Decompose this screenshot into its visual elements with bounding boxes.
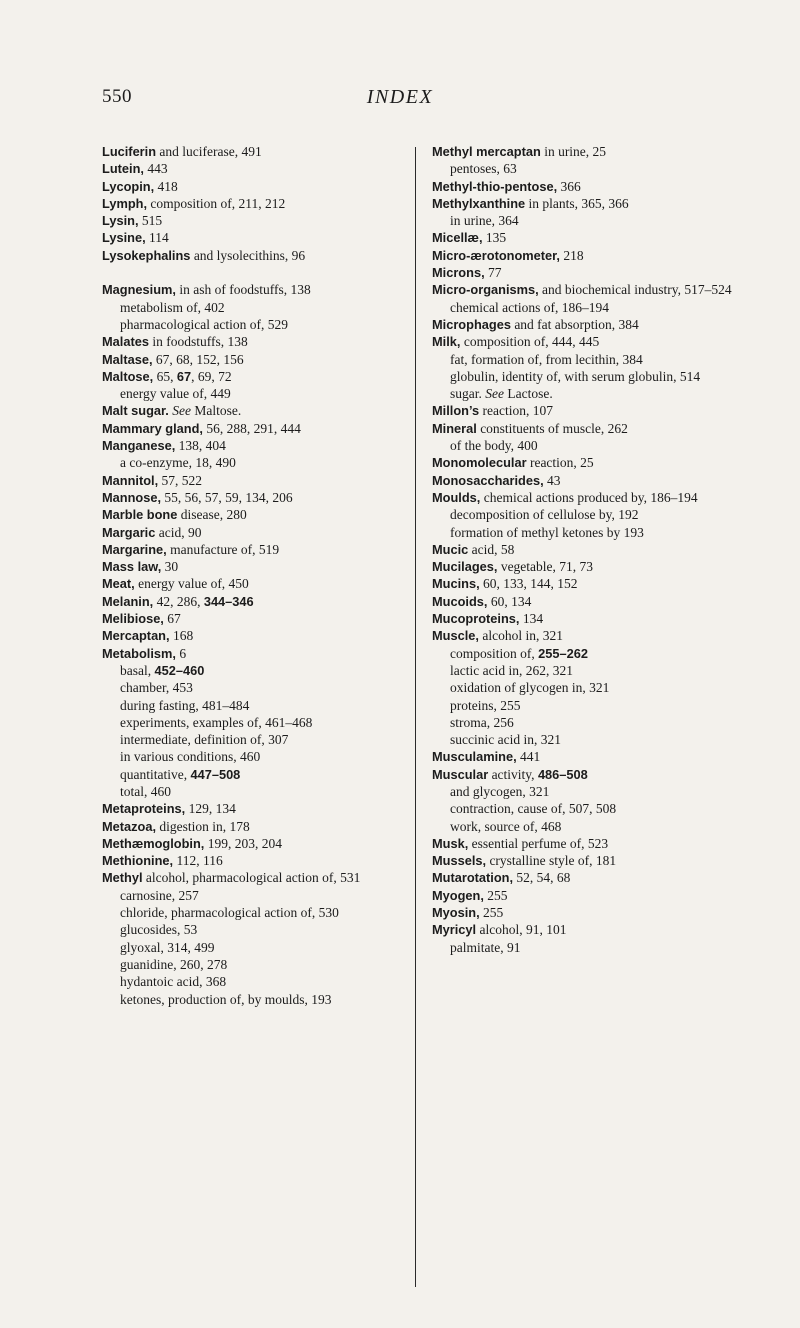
column-divider xyxy=(415,147,416,1287)
index-entry xyxy=(432,541,737,558)
index-subentry xyxy=(432,524,737,541)
index-entry xyxy=(432,575,737,592)
entry-pages-bold: 255–262 xyxy=(538,645,588,661)
entry-pages: 138, 404 xyxy=(175,438,226,454)
entry-pages: reaction, 25 xyxy=(526,455,594,471)
index-entry xyxy=(432,333,737,350)
subentry-text: lactic acid in, 262, 321 xyxy=(450,662,573,678)
entry-pages: reaction, 107 xyxy=(479,403,554,419)
entry-heading: Lutein, xyxy=(102,161,144,177)
entry-pages: Maltose. xyxy=(190,403,242,419)
entry-heading: Maltase, xyxy=(102,351,153,367)
index-subentry xyxy=(102,714,402,731)
entry-pages: vegetable, 71, 73 xyxy=(497,559,594,575)
entry-heading: Lysin, xyxy=(102,213,139,229)
entry-heading: Margarine, xyxy=(102,541,167,557)
entry-heading: Microns, xyxy=(432,265,485,281)
index-subentry xyxy=(102,697,402,714)
index-entry xyxy=(102,627,402,644)
entry-heading: Methionine, xyxy=(102,853,174,869)
index-entry xyxy=(432,281,737,298)
entry-pages: 55, 56, 57, 59, 134, 206 xyxy=(161,489,293,505)
index-entry xyxy=(102,178,402,195)
index-subentry xyxy=(102,731,402,748)
entry-pages: 43 xyxy=(543,472,561,488)
entry-pages: digestion in, 178 xyxy=(156,818,250,834)
entry-pages: 30 xyxy=(161,559,179,575)
index-entry xyxy=(102,143,402,160)
entry-heading: Luciferin xyxy=(102,144,157,159)
entry-pages: manufacture of, 519 xyxy=(166,541,280,557)
entry-heading: Mussels, xyxy=(432,853,487,869)
entry-heading: Monosaccharides, xyxy=(432,472,544,488)
running-title: INDEX xyxy=(366,86,434,108)
entry-heading: Methyl xyxy=(102,870,143,886)
index-subentry xyxy=(432,506,737,523)
entry-pages-bold: 452–460 xyxy=(154,662,205,678)
index-entry xyxy=(432,178,737,195)
index-subentry xyxy=(102,921,402,938)
index-entry xyxy=(432,264,737,281)
subentry-text: quantitative, xyxy=(120,766,191,782)
index-entry xyxy=(432,402,737,419)
index-subentry xyxy=(102,454,402,471)
entry-heading: Melanin, xyxy=(102,593,154,609)
entry-pages: and luciferase, 491 xyxy=(156,144,262,159)
entry-heading: Malt sugar. xyxy=(102,403,169,419)
subentry-text: globulin, identity of, with serum globulin, 514 xyxy=(450,368,701,384)
index-entry xyxy=(432,195,737,212)
index-entry xyxy=(102,645,402,662)
subentry-text: stroma, 256 xyxy=(450,714,514,730)
entry-pages: 60, 134 xyxy=(487,593,532,609)
entry-heading: Mucoproteins, xyxy=(432,611,520,627)
index-subentry xyxy=(102,662,402,679)
subentry-text: in various conditions, 460 xyxy=(120,749,261,765)
index-subentry xyxy=(432,800,737,817)
entry-pages-bold: 344–346 xyxy=(203,593,254,609)
index-entry xyxy=(102,506,402,523)
index-entry xyxy=(432,247,737,264)
index-subentry xyxy=(432,731,737,748)
entry-pages: 57, 522 xyxy=(158,472,203,488)
index-entry xyxy=(102,333,402,350)
index-subentry xyxy=(102,973,402,990)
index-subentry xyxy=(432,437,737,454)
index-entry xyxy=(102,437,402,454)
index-subentry xyxy=(432,679,737,696)
page-number: 550 xyxy=(102,86,132,107)
entry-heading: Mineral xyxy=(432,420,477,436)
subentry-text: energy value of, 449 xyxy=(120,386,231,402)
index-entry xyxy=(432,748,737,765)
index-subentry xyxy=(102,991,402,1008)
index-entry xyxy=(102,195,402,212)
entry-heading: Mucilages, xyxy=(432,559,498,575)
index-entry xyxy=(102,351,402,368)
subentry-text: carnosine, 257 xyxy=(120,887,199,903)
index-subentry xyxy=(102,887,402,904)
index-entry xyxy=(102,281,402,298)
subentry-text: basal, xyxy=(120,662,155,678)
entry-pages: 168 xyxy=(169,628,194,644)
entry-pages: energy value of, 450 xyxy=(134,576,249,592)
entry-heading: Lysokephalins xyxy=(102,247,191,263)
entry-pages-bold: 486–508 xyxy=(537,766,588,782)
entry-heading: Metaproteins, xyxy=(102,801,186,817)
subentry-text: glyoxal, 314, 499 xyxy=(120,939,215,955)
entry-pages: , 69, 72 xyxy=(191,368,232,384)
index-entry xyxy=(102,212,402,229)
entry-heading: Musk, xyxy=(432,835,469,851)
see-reference: See xyxy=(172,403,191,419)
entry-heading: Magnesium, xyxy=(102,282,176,298)
subentry-text: chamber, 453 xyxy=(120,680,193,696)
entry-heading: Mannose, xyxy=(102,489,162,505)
index-subentry xyxy=(432,385,737,402)
subentry-text: in urine, 364 xyxy=(450,213,519,229)
subentry-text: decomposition of cellulose by, 192 xyxy=(450,507,639,523)
entry-pages: 65, xyxy=(153,368,177,384)
entry-pages: 77 xyxy=(484,265,502,281)
index-entry xyxy=(432,593,737,610)
index-subentry xyxy=(102,299,402,316)
index-subentry xyxy=(102,316,402,333)
index-entry xyxy=(432,472,737,489)
entry-heading: Mammary gland, xyxy=(102,420,203,436)
entry-heading: Myricyl xyxy=(432,922,477,938)
entry-heading: Myogen, xyxy=(432,887,484,903)
index-subentry xyxy=(432,818,737,835)
entry-heading: Lysine, xyxy=(102,230,146,246)
index-subentry xyxy=(432,212,737,229)
entry-pages: 67 xyxy=(163,611,181,627)
entry-heading: Micro-organisms, xyxy=(432,282,539,298)
entry-pages: chemical actions produced by, 186–194 xyxy=(480,489,698,505)
entry-pages-bold: 67 xyxy=(176,368,192,384)
index-column-right xyxy=(432,143,737,956)
index-subentry xyxy=(102,939,402,956)
index-entry xyxy=(432,558,737,575)
index-entry xyxy=(432,627,737,644)
subentry-text: experiments, examples of, 461–468 xyxy=(120,714,313,730)
entry-pages: 443 xyxy=(143,161,168,177)
index-subentry xyxy=(102,748,402,765)
entry-pages: 129, 134 xyxy=(185,801,236,817)
index-entry xyxy=(102,247,402,264)
entry-heading: Mucins, xyxy=(432,576,480,592)
index-subentry xyxy=(432,645,737,662)
subentry-text: work, source of, 468 xyxy=(450,818,562,834)
entry-heading: Microphages xyxy=(432,316,511,332)
entry-pages: 114 xyxy=(145,230,169,246)
index-entry xyxy=(102,160,402,177)
index-subentry xyxy=(432,662,737,679)
entry-heading: Mucic xyxy=(432,541,469,557)
index-subentry xyxy=(102,385,402,402)
index-entry xyxy=(432,316,737,333)
subentry-text: composition of, xyxy=(450,645,539,661)
entry-pages: alcohol, pharmacological action of, 531 xyxy=(142,870,361,886)
index-entry xyxy=(102,818,402,835)
entry-pages: alcohol in, 321 xyxy=(478,628,563,644)
entry-pages: 441 xyxy=(516,749,541,765)
index-subentry xyxy=(432,160,737,177)
subentry-text: and glycogen, 321 xyxy=(450,783,550,799)
entry-heading: Melibiose, xyxy=(102,611,164,627)
entry-pages: composition of, 211, 212 xyxy=(147,195,286,211)
index-entry xyxy=(432,229,737,246)
entry-heading: Methyl mercaptan xyxy=(432,144,541,159)
subentry-text: contraction, cause of, 507, 508 xyxy=(450,801,617,817)
entry-pages: 515 xyxy=(138,213,163,229)
subentry-text: pentoses, 63 xyxy=(450,161,517,177)
subentry-text: palmitate, 91 xyxy=(450,939,521,955)
entry-heading: Muscular xyxy=(432,766,489,782)
subentry-text: metabolism of, 402 xyxy=(120,299,225,315)
entry-heading: Musculamine, xyxy=(432,749,517,765)
index-entry xyxy=(102,229,402,246)
entry-heading: Mucoids, xyxy=(432,593,488,609)
entry-heading: Marble bone xyxy=(102,507,178,523)
index-subentry xyxy=(102,679,402,696)
entry-pages: alcohol, 91, 101 xyxy=(476,922,567,938)
index-subentry xyxy=(102,783,402,800)
index-entry xyxy=(102,610,402,627)
entry-heading: Millon’s xyxy=(432,403,480,419)
entry-pages: constituents of muscle, 262 xyxy=(476,420,628,436)
entry-pages: and fat absorption, 384 xyxy=(510,316,639,332)
entry-pages: in ash of foodstuffs, 138 xyxy=(175,282,311,298)
entry-pages: 366 xyxy=(557,178,581,194)
subentry-text: guanidine, 260, 278 xyxy=(120,956,228,972)
entry-heading: Mass law, xyxy=(102,559,162,575)
subentry-text: chloride, pharmacological action of, 530 xyxy=(120,905,339,921)
index-column-left xyxy=(102,143,402,1008)
entry-heading: Mercaptan, xyxy=(102,628,170,644)
index-entry xyxy=(432,420,737,437)
entry-pages: disease, 280 xyxy=(177,507,247,523)
subentry-text: a co-enzyme, 18, 490 xyxy=(120,455,236,471)
index-subentry xyxy=(432,939,737,956)
subentry-text: during fasting, 481–484 xyxy=(120,697,250,713)
entry-heading: Micro-ærotonometer, xyxy=(432,247,560,263)
see-reference: See xyxy=(485,386,504,402)
entry-pages: 255 xyxy=(479,905,504,921)
subentry-text: sugar. xyxy=(450,386,486,402)
index-entry xyxy=(432,454,737,471)
entry-pages: 199, 203, 204 xyxy=(204,835,282,851)
index-entry xyxy=(102,541,402,558)
entry-heading: Meat, xyxy=(102,576,135,592)
index-entry xyxy=(102,869,402,886)
entry-pages: acid, 90 xyxy=(155,524,202,540)
index-entry xyxy=(102,835,402,852)
index-subentry xyxy=(432,299,737,316)
subentry-text: pharmacological action of, 529 xyxy=(120,316,288,332)
entry-pages: activity, xyxy=(488,766,538,782)
entry-pages: 56, 288, 291, 444 xyxy=(202,420,301,436)
subentry-text: ketones, production of, by moulds, 193 xyxy=(120,991,332,1007)
entry-pages: 112, 116 xyxy=(173,853,223,869)
entry-pages: and biochemical industry, 517–524 xyxy=(538,282,732,298)
entry-pages: 135 xyxy=(482,230,507,246)
index-entry xyxy=(102,575,402,592)
subentry-text: glucosides, 53 xyxy=(120,922,198,938)
entry-pages: 42, 286, xyxy=(153,593,204,609)
page-header xyxy=(0,86,800,116)
index-entry xyxy=(432,921,737,938)
entry-pages-bold: 447–508 xyxy=(190,766,241,782)
entry-heading: Methæmoglobin, xyxy=(102,835,205,851)
index-subentry xyxy=(102,956,402,973)
entry-pages: 60, 133, 144, 152 xyxy=(479,576,578,592)
subentry-text: formation of methyl ketones by 193 xyxy=(450,524,644,540)
index-entry xyxy=(432,610,737,627)
entry-pages: in foodstuffs, 138 xyxy=(148,334,248,350)
index-subentry xyxy=(432,783,737,800)
subentry-text: hydantoic acid, 368 xyxy=(120,974,227,990)
index-subentry xyxy=(432,368,737,385)
entry-pages: 255 xyxy=(483,887,508,903)
entry-pages: 67, 68, 152, 156 xyxy=(152,351,244,367)
entry-pages: essential perfume of, 523 xyxy=(468,835,609,851)
entry-pages: 6 xyxy=(175,645,187,661)
entry-heading: Myosin, xyxy=(432,905,480,921)
index-subentry xyxy=(432,714,737,731)
index-entry xyxy=(102,852,402,869)
index-entry xyxy=(432,852,737,869)
entry-pages: 52, 54, 68 xyxy=(513,870,571,886)
entry-pages: composition of, 444, 445 xyxy=(460,334,600,350)
entry-heading: Metabolism, xyxy=(102,645,176,661)
index-entry xyxy=(102,593,402,610)
entry-pages: crystalline style of, 181 xyxy=(486,853,617,869)
entry-pages: 134 xyxy=(519,611,544,627)
subentry-text: of the body, 400 xyxy=(450,438,538,454)
subentry-text: intermediate, definition of, 307 xyxy=(120,732,289,748)
subentry-text: fat, formation of, from lecithin, 384 xyxy=(450,351,643,367)
index-entry xyxy=(102,524,402,541)
entry-pages: acid, 58 xyxy=(468,541,515,557)
entry-heading: Moulds, xyxy=(432,489,481,505)
entry-heading: Lymph, xyxy=(102,195,148,211)
subentry-text: oxidation of glycogen in, 321 xyxy=(450,680,610,696)
index-subentry xyxy=(102,904,402,921)
entry-heading: Mannitol, xyxy=(102,472,159,488)
subentry-text: total, 460 xyxy=(120,783,171,799)
entry-heading: Micellæ, xyxy=(432,230,483,246)
entry-heading: Manganese, xyxy=(102,438,176,454)
index-entry xyxy=(432,143,737,160)
index-entry xyxy=(102,800,402,817)
entry-heading: Metazoa, xyxy=(102,818,157,834)
entry-heading: Malates xyxy=(102,334,149,350)
entry-heading: Mutarotation, xyxy=(432,870,514,886)
entry-pages: and lysolecithins, 96 xyxy=(190,247,306,263)
subentry-text: proteins, 255 xyxy=(450,697,521,713)
index-entry xyxy=(102,402,402,419)
index-entry xyxy=(432,869,737,886)
index-entry xyxy=(432,489,737,506)
entry-heading: Lycopin, xyxy=(102,178,155,194)
index-entry xyxy=(102,368,402,385)
index-entry xyxy=(432,766,737,783)
entry-heading: Muscle, xyxy=(432,628,479,644)
entry-heading: Maltose, xyxy=(102,368,154,384)
entry-heading: Milk, xyxy=(432,334,461,350)
entry-heading: Methyl-thio-pentose, xyxy=(432,178,558,194)
index-entry xyxy=(432,887,737,904)
index-entry xyxy=(102,489,402,506)
entry-pages: in plants, 365, 366 xyxy=(525,195,629,211)
subentry-text: Lactose. xyxy=(503,386,553,402)
entry-pages: 218 xyxy=(559,247,584,263)
index-subentry xyxy=(102,766,402,783)
subentry-text: succinic acid in, 321 xyxy=(450,732,561,748)
index-entry xyxy=(102,472,402,489)
index-entry xyxy=(432,904,737,921)
entry-heading: Methylxanthine xyxy=(432,195,526,211)
entry-heading: Monomolecular xyxy=(432,455,527,471)
index-subentry xyxy=(432,697,737,714)
entry-pages: in urine, 25 xyxy=(540,144,607,159)
index-entry xyxy=(102,420,402,437)
index-entry xyxy=(102,558,402,575)
index-entry xyxy=(432,835,737,852)
entry-pages: 418 xyxy=(154,178,178,194)
index-subentry xyxy=(432,351,737,368)
entry-heading: Margaric xyxy=(102,524,156,540)
subentry-text: chemical actions of, 186–194 xyxy=(450,299,609,315)
